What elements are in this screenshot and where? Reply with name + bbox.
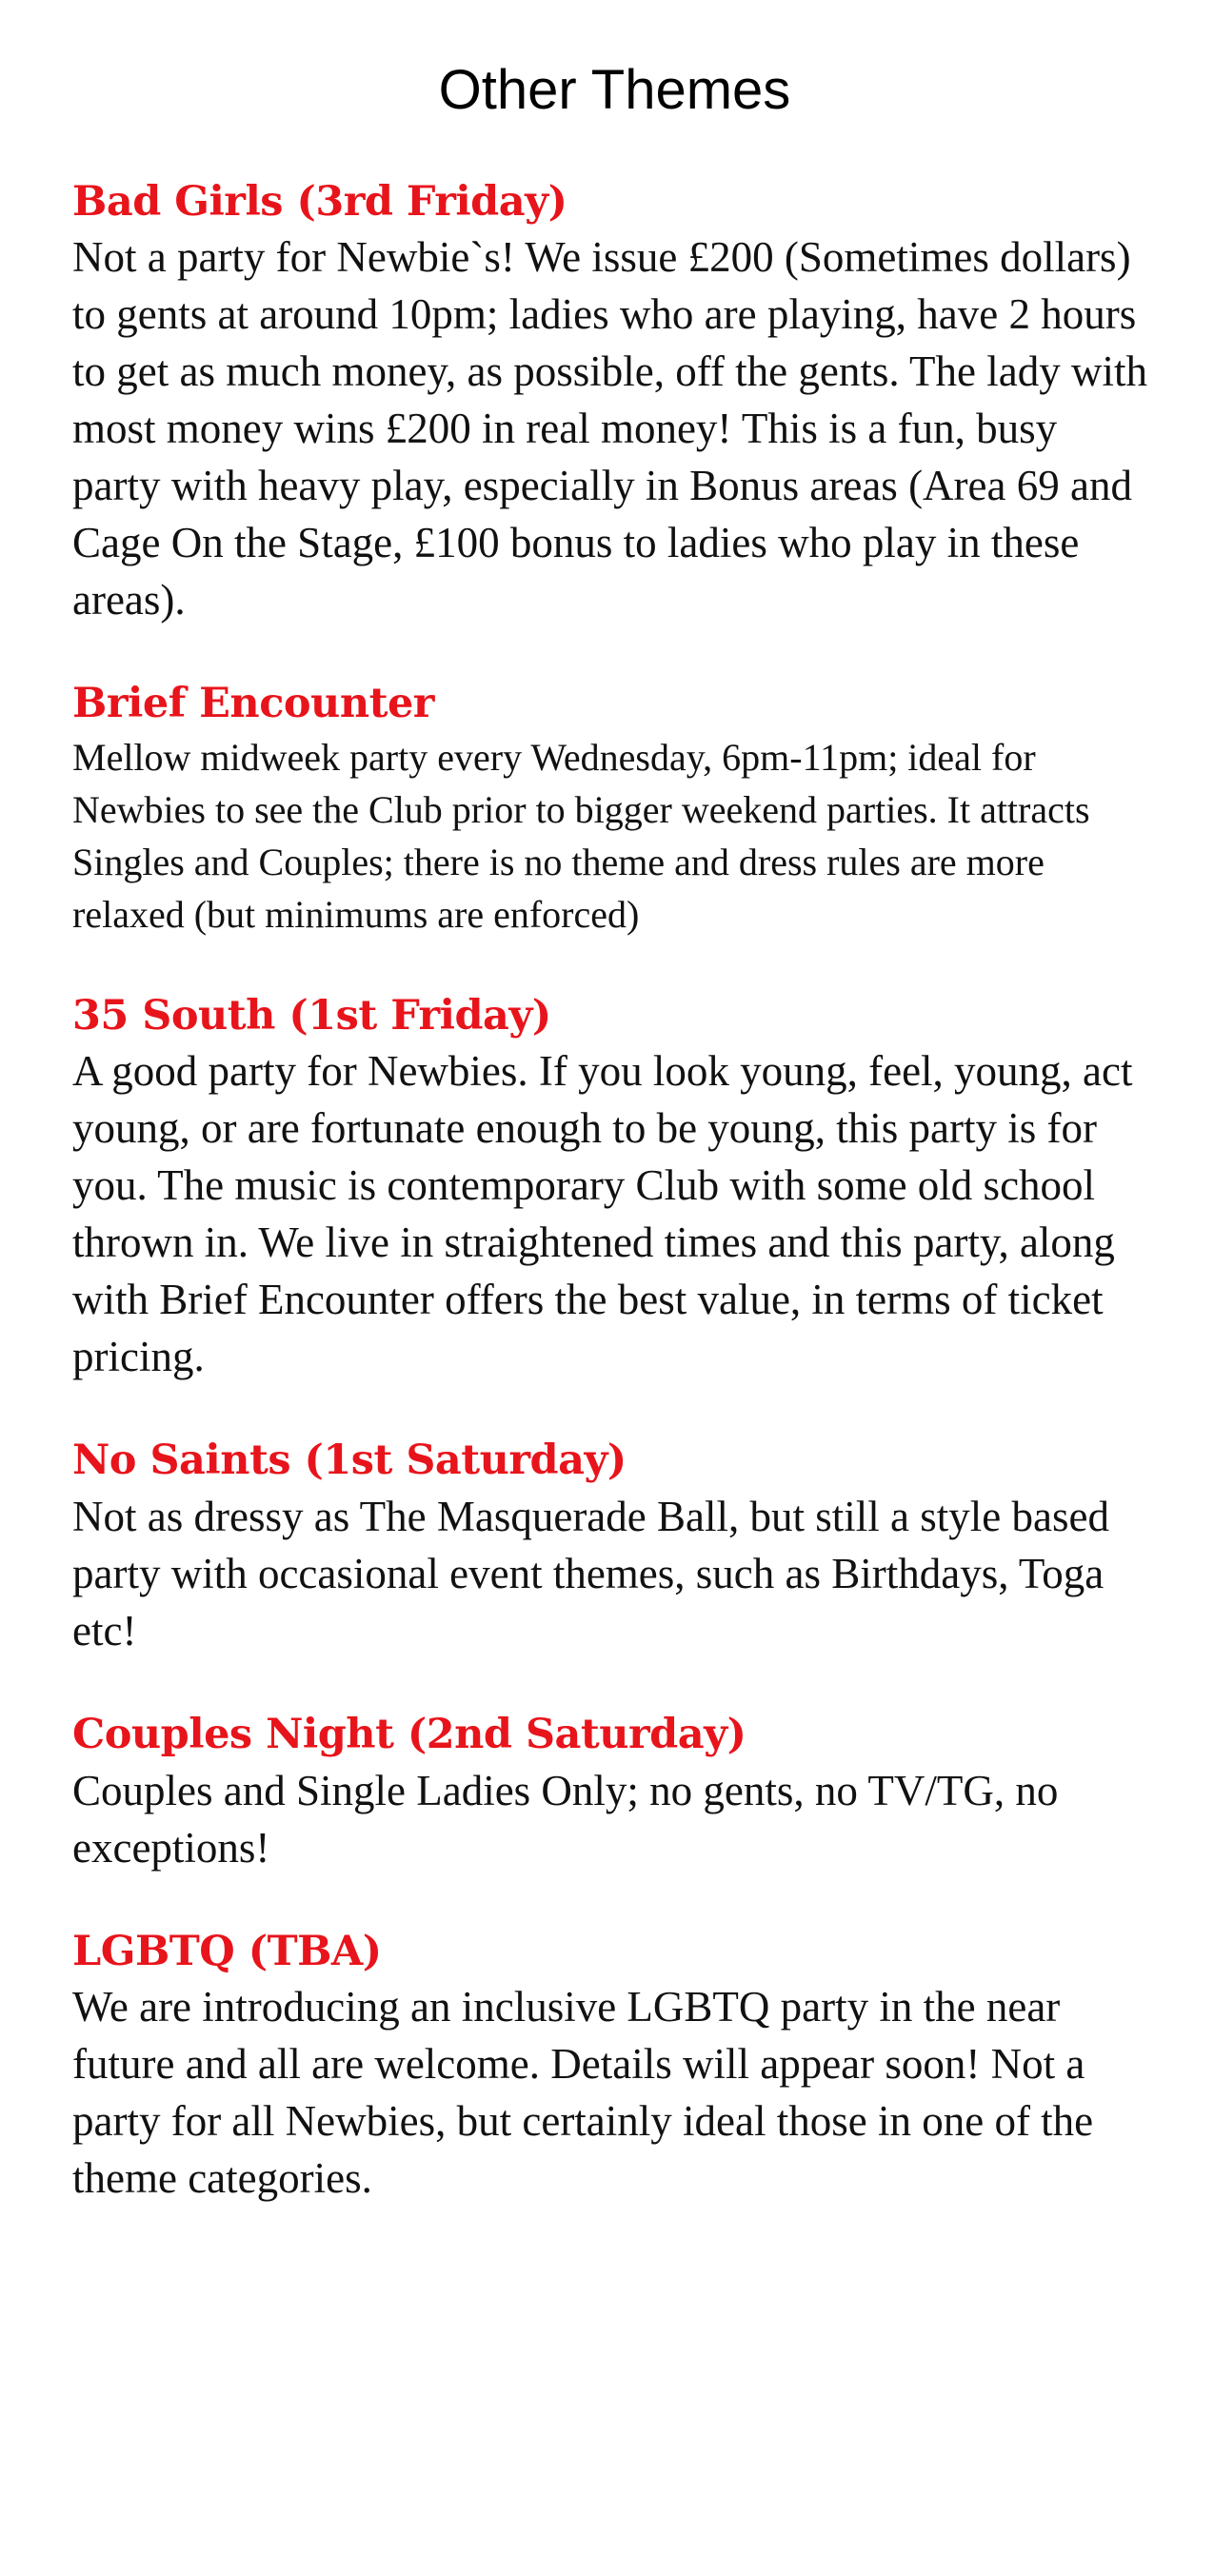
theme-no-saints [72,1437,1147,1659]
theme-description: Couples and Single Ladies Only; no gents, no TV/TG, no exceptions! [72,1766,1059,1872]
theme-heading: Couples Night (2nd Saturday) [72,1711,746,1759]
theme-description: We are introducing an inclusive LGBTQ party in the near future and all are welcome. Details will appear soon! Not a party for all Newbies, but certainly ideal those in one of the theme categories. [72,1983,1094,2203]
theme-heading: No Saints (1st Saturday) [72,1437,627,1485]
theme-35-south [72,992,1147,1386]
theme-bad-girls [72,178,1147,629]
theme-lgbtq [72,1928,1147,2208]
theme-heading: Brief Encounter [72,680,434,728]
theme-brief-encounter [72,680,1147,941]
theme-description: Not as dressy as The Masquerade Ball, but still a style based party with occasional event themes, such as Birthdays, Toga etc! [72,1493,1109,1655]
theme-description: A good party for Newbies. If you look young, feel, young, act young, or are fortunate enough to be young, this party is for you. The music is contemporary Club with some old school thrown in. We live in straightened times and this party, along with Brief Encounter offers the best value, in terms of ticket pricing. [72,1047,1133,1381]
theme-description: Mellow midweek party every Wednesday, 6pm-11pm; ideal for Newbies to see the Club prior to bigger weekend parties. It attracts Singles and Couples; there is no theme and dress rules are more relaxed (but minimums are enforced) [72,735,1090,936]
theme-heading: 35 South (1st Friday) [72,991,551,1040]
theme-description: Not a party for Newbie`s! We issue £200 (Sometimes dollars) to gents at around 10pm; ladies who are playing, have 2 hours to get as much money, as possible, off the gents. The lady with most money wins £200 in real money! This is a fun, busy party with heavy play, especially in Bonus areas (Area 69 and Cage On the Stage, £100 bonus to ladies who play in these areas). [72,233,1147,624]
theme-couples-night [72,1711,1147,1876]
page-title: Other Themes [438,59,791,121]
theme-heading: Bad Girls (3rd Friday) [72,177,567,226]
theme-heading: LGBTQ (TBA) [72,1927,382,1975]
